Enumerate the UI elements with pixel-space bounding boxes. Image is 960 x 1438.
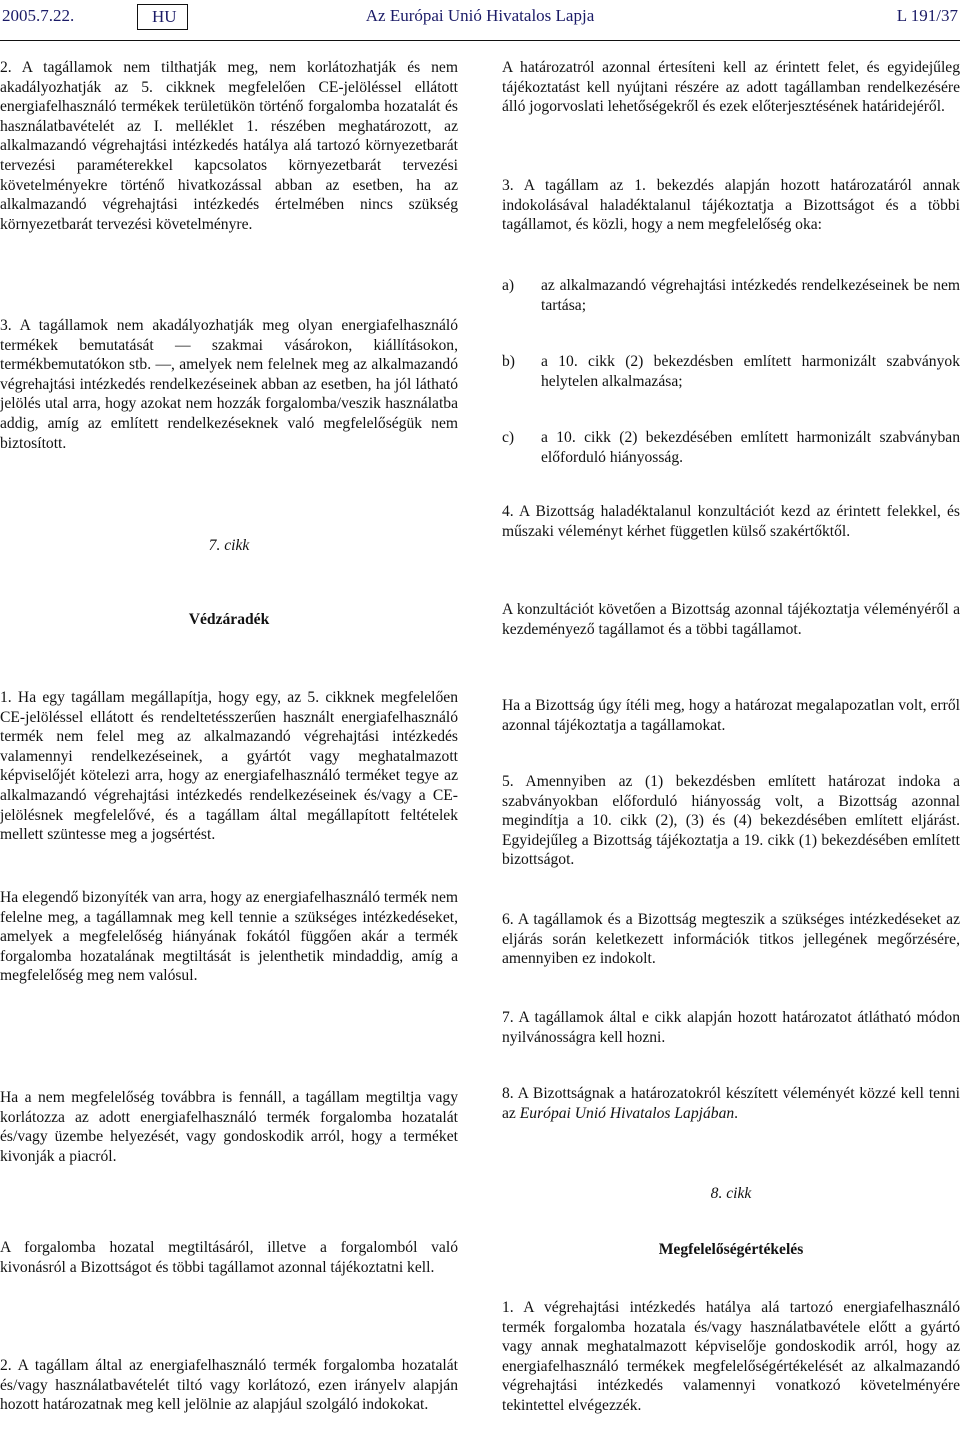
- paragraph-4b: A konzultációt követően a Bizottság azonnal tájékoztatja véleményéről a kezdeményező tagállamot és a többi tagállamot.: [502, 601, 960, 638]
- article-8-title: Megfelelőségértékelés: [658, 1241, 804, 1258]
- paragraph-8: [502, 1084, 960, 1123]
- list-text: a 10. cikk (2) bekezdésében említett harmonizált szabványban előforduló hiányosság.: [541, 429, 960, 466]
- paragraph-2: 2. A tagállamok nem tilthatják meg, nem korlátozhatják és nem akadályozhatják az 5. cikknek megfelelően CE-jelöléssel ellátott energiafelhasználó termékek területükön történő forgalomba hozatalát és használatbavételét az I. melléklet 1. részében meghatározott, az alkalmazandó végrehajtási intézkedés hatálya alá tartozó környezetbarát tervezési paraméterekkel kapcsolatos környezetbarát tervezési követelményekre történő hivatkozással abban az esetben, ha az alkalmazandó végrehajtási intézkedés értelmében nincs szükség környezetbarát tervezési követelményre.: [0, 59, 458, 233]
- safeguard-paragraph-5: 2. A tagállam által az energiafelhasználó termék forgalomba hozatalát és/vagy használatbavételét tiltó vagy korlátozó, ezen irányelv alapján hozott határozatnak meg kell jelölnie az alapjául szolgáló indokokat.: [0, 1357, 458, 1414]
- article-7-number: 7. cikk: [208, 537, 250, 554]
- journal-title: Az Európai Unió Hivatalos Lapja: [365, 6, 595, 25]
- paragraph-7: 7. A tagállamok által e cikk alapján hozott határozatot átlátható módon nyilvánosságra kell hozni.: [502, 1009, 960, 1046]
- list-label: a): [502, 277, 515, 294]
- paragraph-3: 3. A tagállamok nem akadályozhatják meg olyan energiafelhasználó termékek bemutatását — szakmai vásárokon, kiállításokon, termékbemutatókon stb. —, amelyek nem felelnek meg az alkalmazandó végrehajtási intézkedés rendelkezéseinek abban az esetben, ha jól látható jelölés utal arra, hogy azokat nem hozzák forgalomba/veszik használatba addig, amíg az említett rendelkezéseknek való megfelelőségük nem biztosított.: [0, 317, 458, 452]
- article-8-number: 8. cikk: [710, 1185, 752, 1202]
- paragraph-8-end: .: [734, 1104, 739, 1122]
- paragraph-4: 4. A Bizottság haladéktalanul konzultációt kezd az érintett felekkel, és műszaki véleményt kérhet független külső szakértőktől.: [502, 503, 960, 540]
- paragraph-3-right: 3. A tagállam az 1. bekezdés alapján hozott határozatáról annak indokolásával haladéktalanul tájékoztatja a Bizottságot és a többi tagállamot, és közli, hogy a nem megfelelőség oka:: [502, 177, 960, 234]
- safeguard-paragraph-3: Ha a nem megfelelőség továbbra is fennáll, a tagállam megtiltja vagy korlátozza az adott energiafelhasználó termék forgalomba hozatalát és/vagy üzembe helyezését, vagy gondoskodik arról, hogy a terméket kivonják a piacról.: [0, 1089, 458, 1165]
- list-label: c): [502, 429, 515, 446]
- safeguard-paragraph-4: A forgalomba hozatal megtiltásáról, illetve a forgalomból való kivonásról a Bizottságot és többi tagállamot azonnal tájékoztatni kell.: [0, 1239, 458, 1276]
- list-text: az alkalmazandó végrehajtási intézkedés rendelkezéseinek be nem tartása;: [541, 277, 960, 314]
- list-label: b): [502, 353, 515, 370]
- paragraph-4c: Ha a Bizottság úgy ítéli meg, hogy a határozat megalapozatlan volt, erről azonnal tájékoztatja a tagállamokat.: [502, 697, 960, 734]
- paragraph-6: 6. A tagállamok és a Bizottság megteszik a szükséges intézkedéseket az eljárás során keletkezett információk titkos jellegének megőrzésére, amennyiben ez indokolt.: [502, 911, 960, 968]
- journal-name: Európai Unió Hivatalos Lapjában: [519, 1104, 735, 1122]
- notification-paragraph: A határozatról azonnal értesíteni kell az érintett felet, és egyidejűleg tájékoztatást kell nyújtani részére az adott tagállamban rendelkezésére álló jogorvoslati lehetőségekről és ezek előterjesztésének határidejéről.: [502, 59, 960, 116]
- safeguard-paragraph-1: 1. Ha egy tagállam megállapítja, hogy egy, az 5. cikknek megfelelően CE-jelöléssel ellátott és rendeltetésszerűen használt energiafelhasználó termék nem felel meg az alkalmazandó végrehajtási intézkedés valamennyi rendelkezéseinek, a gyártót vagy meghatalmazott képviselőjét kötelezi arra, hogy az energiafelhasználó terméket tegye az alkalmazandó végrehajtási intézkedés rendelkezéseinek és/vagy a CE-jelölésnek megfelelővé, és a tagállam által megállapított feltételek mellett szüntesse meg a jogsértést.: [0, 689, 458, 844]
- paragraph-5: 5. Amennyiben az (1) bekezdésben említett határozat indoka a szabványokban előforduló hiányosság volt, a Bizottság azonnal megindítja a 10. cikk (2), (3) és (4) bekezdésében említett eljárást. Egyidejűleg a Bizottság tájékoztatja a 19. cikk (1) bekezdésében említett bizottságot.: [502, 773, 960, 869]
- paragraph-8-text: 8. A Bizottságnak a határozatokról készített véleményét közzé kell tenni az: [502, 1085, 960, 1122]
- publication-date: 2005.7.22.: [2, 6, 75, 25]
- conformity-paragraph-1: 1. A végrehajtási intézkedés hatálya alá tartozó energiafelhasználó termék forgalomba hozatala és/vagy használatbavétele előtt a gyártó vagy annak meghatalmazott képviselője gondoskodik arról, hogy az energiafelhasználó termékek megfelelőségértékelését az alkalmazandó végrehajtási intézkedés valamennyi vonatkozó követelményére tekintettel elvégezzék.: [502, 1299, 960, 1414]
- page-number: L 191/37: [896, 6, 958, 25]
- page-header: [0, 0, 960, 41]
- language-badge: HU: [137, 4, 188, 30]
- article-7-title: Védzáradék: [188, 611, 270, 628]
- safeguard-paragraph-2: Ha elegendő bizonyíték van arra, hogy az energiafelhasználó termék nem felelne meg, a tagállamnak meg kell tennie a szükséges intézkedéseket, amelyek a megfelelőség hiányának fokától függően akár a termék forgalomba hozatalának megtiltását is jelenthetik mindaddig, amíg a megfelelőség meg nem valósul.: [0, 889, 458, 985]
- list-text: a 10. cikk (2) bekezdésben említett harmonizált szabványok helytelen alkalmazása;: [541, 353, 960, 390]
